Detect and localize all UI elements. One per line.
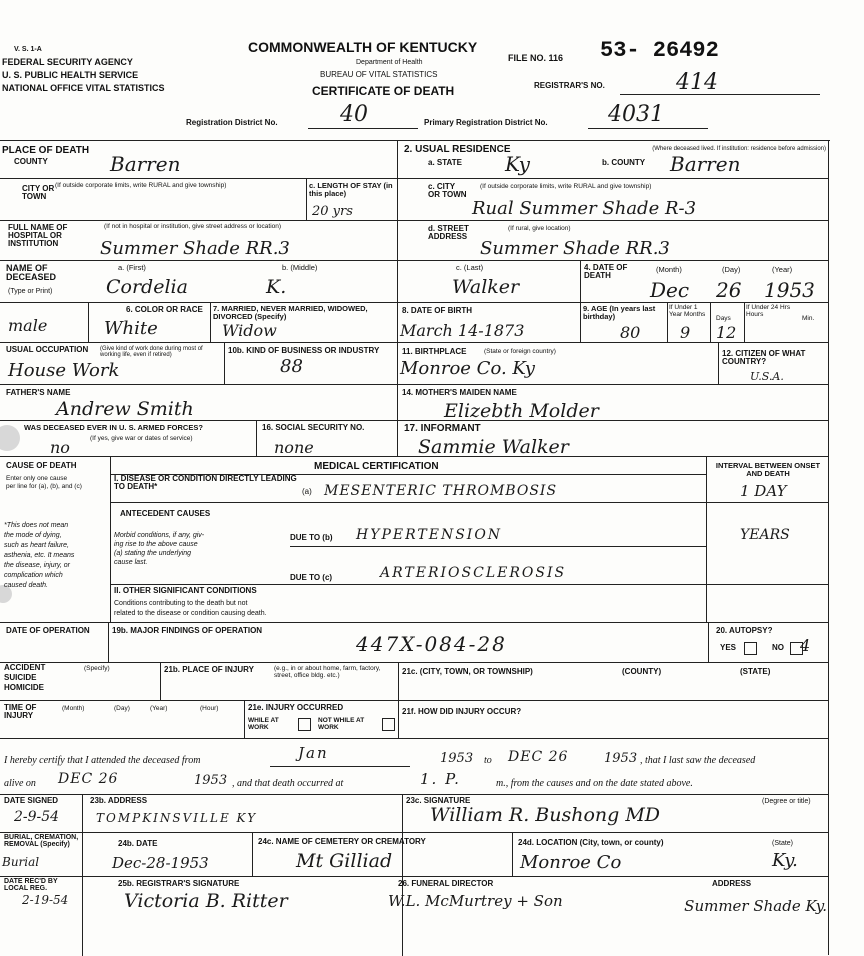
armed: no (50, 438, 70, 457)
homicide-label: HOMICIDE (4, 683, 44, 692)
cemetery-label: 24c. NAME OF CEMETERY OR CREMATORY (258, 837, 426, 846)
degree-label: (Degree or title) (762, 798, 811, 805)
res-state: Ky (505, 152, 530, 176)
death-year: 1953 (764, 278, 815, 302)
location-state: Ky. (772, 850, 798, 871)
autopsy-yes-box[interactable] (744, 642, 757, 655)
cause-b: HYPERTENSION (356, 527, 503, 543)
autopsy-no: NO (772, 643, 784, 652)
physician-address: TOMPKINSVILLE KY (96, 811, 258, 825)
autopsy-mark: 4 (800, 636, 811, 655)
res-state-label: a. STATE (428, 158, 462, 167)
disclaimer-6: complication which (4, 572, 63, 579)
informant-label: 17. INFORMANT (404, 423, 481, 434)
death-day: 26 (716, 278, 742, 302)
certify-text-3: m., from the causes and on the date stated above. (496, 778, 693, 789)
form-code: V. S. 1-A (14, 46, 42, 53)
disclaimer-5: the disease, injury, or (4, 562, 71, 569)
alive-year: 1953 (194, 773, 228, 788)
registrar-no: 414 (676, 70, 718, 95)
death-city-label: CITY OR TOWN (22, 184, 55, 201)
hospital-note: (If not in hospital or institution, give street address or location) (104, 223, 282, 230)
death-occurred-label: , and that death occurred at (232, 778, 344, 789)
residence-label: 2. USUAL RESIDENCE (404, 144, 511, 155)
mother: Elizebth Molder (444, 400, 599, 422)
last-label: c. (Last) (456, 263, 484, 272)
part2-label: II. OTHER SIGNIFICANT CONDITIONS (114, 586, 257, 595)
part1-label: I. DISEASE OR CONDITION DIRECTLY LEADING TO DEATH* (114, 474, 297, 491)
sex: male (8, 316, 48, 335)
age-months: 9 (680, 323, 691, 342)
to-label: to (484, 755, 492, 766)
marital-label: 7. MARRIED, NEVER MARRIED, WIDOWED, DIVORCED (Specify) (213, 304, 368, 321)
residence-note: (Where deceased lived. If institution: residence before admission) (652, 146, 826, 152)
file-no-label: FILE NO. 116 (508, 53, 564, 63)
res-city-note: (If outside corporate limits, write RURAL and give township) (480, 183, 652, 190)
res-street-note: (If rural, give location) (508, 225, 571, 232)
while-at-work: WHILE AT WORK (248, 717, 279, 731)
father: Andrew Smith (56, 398, 194, 420)
citizen: U.S.A. (750, 370, 784, 383)
injury-year: (Year) (150, 705, 168, 712)
injury-day: (Day) (114, 705, 130, 712)
cause-a: MESENTERIC THROMBOSIS (324, 483, 558, 499)
hospital-label: FULL NAME OF HOSPITAL OR INSTITUTION (8, 223, 68, 248)
punch-hole (0, 425, 20, 451)
death-county-label: COUNTY (14, 157, 48, 166)
interval-a: 1 DAY (740, 482, 787, 500)
bureau-label: BUREAU OF VITAL STATISTICS (320, 70, 438, 79)
disclaimer-1: *This does not mean (4, 522, 69, 529)
burial: Burial (2, 855, 40, 869)
disclaimer-4: asthenia, etc. It means (4, 552, 75, 559)
date-of-death-label: 4. DATE OF DEATH (584, 263, 628, 280)
autopsy-label: 20. AUTOPSY? (716, 626, 773, 635)
part2-note-2: related to the disease or condition causing death. (114, 610, 267, 617)
middle-label: b. (Middle) (282, 263, 318, 272)
death-year-label: (Year) (772, 265, 793, 274)
dept-label: Department of Health (356, 59, 423, 66)
morbid-3: (a) stating the underlying (114, 550, 192, 557)
burial-label: BURIAL, CREMATION, REMOVAL (Specify) (4, 834, 79, 848)
attended-to: DEC 26 (508, 749, 569, 765)
birthplace: Monroe Co. Ky (400, 358, 535, 379)
res-street: Summer Shade RR.3 (480, 238, 670, 259)
cause-note-2: per line for (a), (b), and (c) (6, 483, 82, 490)
ssn: none (274, 438, 314, 457)
rec-date-label: DATE REC'D BY LOCAL REG. (4, 878, 58, 892)
place-of-injury-label: 21b. PLACE OF INJURY (164, 665, 254, 674)
disclaimer-3: such as heart failure, (4, 542, 69, 549)
place-of-injury-note: (e.g., in or about home, farm, factory, street, office bldg. etc.) (274, 665, 381, 679)
location-label: 24d. LOCATION (City, town, or county) (518, 838, 664, 847)
due-c-label: DUE TO (c) (290, 573, 333, 582)
registrar-sig-label: 25b. REGISTRAR'S SIGNATURE (118, 879, 240, 888)
birthplace-label: 11. BIRTHPLACE (402, 347, 467, 356)
agency-line-2: U. S. PUBLIC HEALTH SERVICE (2, 70, 139, 80)
death-time: 1. P. (420, 770, 461, 788)
findings: 447X-084-28 (356, 632, 507, 656)
name-label: NAME OF DECEASED (6, 263, 57, 282)
business-label: 10b. KIND OF BUSINESS OR INDUSTRY (228, 346, 380, 355)
specify-label: (Specify) (84, 665, 110, 672)
armed-note: (If yes, give war or dates of service) (90, 435, 193, 442)
age-days: 12 (716, 323, 737, 342)
location-state-label: (State) (772, 840, 794, 847)
cause-a-prefix: (a) (302, 487, 312, 496)
director-address-label: ADDRESS (712, 879, 752, 888)
injury-month: (Month) (62, 705, 85, 712)
file-no: 53- 26492 (600, 38, 719, 63)
certificate-title: CERTIFICATE OF DEATH (312, 84, 455, 98)
funeral-director-label: 26. FUNERAL DIRECTOR (398, 879, 494, 888)
antecedent-label: ANTECEDENT CAUSES (120, 509, 211, 518)
birth-label: 8. DATE OF BIRTH (402, 306, 473, 315)
director-address: Summer Shade Ky. (684, 897, 827, 915)
death-city-note: (If outside corporate limits, write RURAL and give township) (55, 182, 227, 189)
while-at-work-box[interactable] (298, 718, 311, 731)
death-month-label: (Month) (656, 265, 682, 274)
father-label: FATHER'S NAME (6, 388, 71, 397)
marital: Widow (222, 321, 277, 340)
disclaimer-2: the mode of dying, (4, 532, 62, 539)
birth-date: March 14-1873 (400, 321, 525, 340)
business: 88 (280, 356, 303, 377)
res-county-label: b. COUNTY (602, 158, 646, 167)
certify-text-2: , that I last saw the deceased (640, 755, 756, 766)
date-signed: 2-9-54 (14, 809, 60, 825)
location: Monroe Co (520, 852, 622, 873)
middle-name: K. (266, 276, 287, 298)
not-at-work: NOT WHILE AT WORK (318, 717, 365, 731)
res-county: Barren (670, 152, 741, 176)
part2-note-1: Conditions contributing to the death but not (114, 600, 248, 607)
morbid-1: Morbid conditions, if any, giv- (114, 532, 205, 539)
state-title: COMMONWEALTH OF KENTUCKY (248, 39, 478, 55)
occupation-label: USUAL OCCUPATION (6, 345, 89, 354)
burial-date: Dec-28-1953 (112, 854, 209, 872)
primary-district: 4031 (608, 102, 664, 127)
not-at-work-box[interactable] (382, 718, 395, 731)
date-signed-label: DATE SIGNED (4, 796, 59, 805)
injury-occurred-label: 21e. INJURY OCCURRED (248, 703, 344, 712)
cemetery: Mt Gilliad (296, 850, 393, 872)
operation-date-label: DATE OF OPERATION (6, 626, 90, 635)
informant: Sammie Walker (418, 436, 569, 458)
funeral-director: W.L. McMurtrey + Son (388, 892, 563, 910)
attended-to-year: 1953 (604, 751, 638, 766)
birthplace-note: (State or foreign country) (484, 348, 556, 355)
autopsy-yes: YES (720, 643, 737, 652)
res-city: Rual Summer Shade R-3 (472, 198, 697, 219)
place-of-death-label: PLACE OF DEATH (2, 145, 90, 156)
res-city-label: c. CITY OR TOWN (428, 182, 467, 199)
agency-line-3: NATIONAL OFFICE VITAL STATISTICS (2, 83, 165, 93)
stay-label: c. LENGTH OF STAY (in this place) (309, 181, 393, 198)
last-name: Walker (452, 276, 520, 298)
disclaimer-7: caused death. (4, 582, 48, 589)
reg-district: 40 (340, 102, 368, 127)
color-label: 6. COLOR OR RACE (126, 305, 203, 314)
interval-label: INTERVAL BETWEEN ONSET AND DEATH (715, 461, 821, 478)
primary-district-label: Primary Registration District No. (424, 118, 548, 127)
rec-date: 2-19-54 (22, 893, 69, 907)
physician-signature: William R. Bushong MD (430, 804, 661, 826)
occupation-note: (Give kind of work done during most of working life, even if retired) (100, 346, 203, 358)
age-years: 80 (620, 323, 641, 342)
age-label: 9. AGE (In years last birthday) (583, 304, 656, 321)
registrar-signature: Victoria B. Ritter (124, 890, 288, 912)
mother-label: 14. MOTHER'S MAIDEN NAME (402, 388, 517, 397)
how-injury-label: 21f. HOW DID INJURY OCCUR? (402, 707, 522, 716)
attended-from-year: 1953 (440, 751, 474, 766)
ssn-label: 16. SOCIAL SECURITY NO. (262, 423, 365, 432)
certify-text-1: I hereby certify that I attended the deceased from (4, 755, 201, 766)
suicide-label: SUICIDE (4, 673, 37, 682)
injury-hour: (Hour) (200, 705, 219, 712)
injury-county-label: (COUNTY) (622, 667, 662, 676)
cause-label: CAUSE OF DEATH (6, 461, 77, 470)
findings-label: 19b. MAJOR FINDINGS OF OPERATION (112, 626, 263, 635)
name-note: (Type or Print) (8, 288, 53, 295)
morbid-4: cause last. (114, 559, 148, 566)
months-label: If Under 1 Year Months (669, 304, 706, 318)
registrar-no-label: REGISTRAR'S NO. (534, 81, 605, 90)
morbid-2: ing rise to the above cause (114, 541, 198, 548)
color: White (104, 318, 158, 339)
address-label: 23b. ADDRESS (90, 796, 148, 805)
death-county: Barren (110, 152, 181, 176)
reg-district-label: Registration District No. (186, 118, 278, 127)
cause-c: ARTERIOSCLEROSIS (380, 565, 567, 581)
min-label: Min. (802, 315, 815, 322)
interval-b: YEARS (740, 527, 790, 543)
hours-label: If Under 24 Hrs Hours (746, 304, 791, 318)
accident-label: ACCIDENT (4, 663, 46, 672)
injury-city-label: 21c. (CITY, TOWN, OR TOWNSHIP) (402, 667, 533, 676)
stay: 20 yrs (312, 204, 353, 219)
due-b-label: DUE TO (b) (290, 533, 333, 542)
alive-on-label: alive on (4, 778, 36, 789)
death-day-label: (Day) (722, 265, 741, 274)
burial-date-label: 24b. DATE (118, 839, 158, 848)
days-label: Days (716, 315, 731, 322)
alive-on: DEC 26 (58, 771, 119, 787)
signature-label: 23c. SIGNATURE (406, 796, 471, 805)
first-label: a. (First) (118, 263, 146, 272)
attended-from: Jan (298, 744, 329, 762)
res-street-label: d. STREET ADDRESS (428, 224, 469, 241)
citizen-label: 12. CITIZEN OF WHAT COUNTRY? (722, 349, 806, 366)
time-of-injury-label: TIME OF INJURY (4, 703, 37, 720)
first-name: Cordelia (106, 276, 188, 298)
armed-label: WAS DECEASED EVER IN U. S. ARMED FORCES? (24, 423, 203, 432)
agency-line-1: FEDERAL SECURITY AGENCY (2, 57, 133, 67)
death-month: Dec (650, 278, 690, 302)
cause-note-1: Enter only one cause (6, 475, 68, 482)
injury-state-label: (STATE) (740, 667, 771, 676)
medical-title: MEDICAL CERTIFICATION (314, 461, 439, 472)
occupation: House Work (8, 360, 120, 381)
hospital: Summer Shade RR.3 (100, 238, 290, 259)
